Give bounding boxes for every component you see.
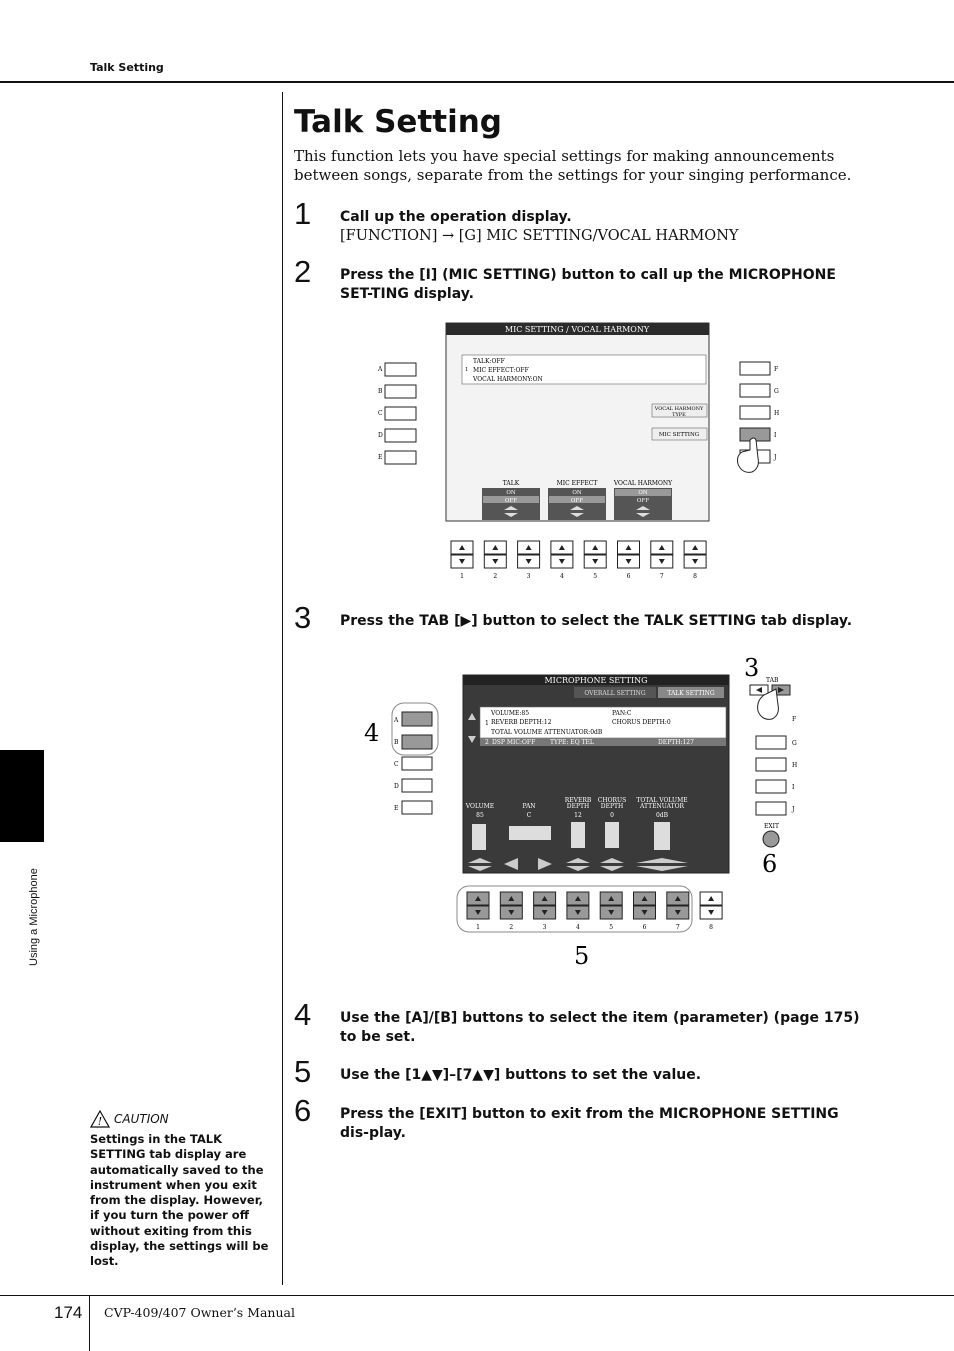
number-button-1[interactable]	[467, 892, 489, 931]
caution-text: Settings in the TALK SETTING tab display are automatically saved to the instrument when you exit from the display. However, if you turn the power off without exiting from this display, the settings will be lost.	[90, 1132, 269, 1269]
figure2-number-buttons[interactable]	[456, 884, 726, 968]
svg-text:D: D	[378, 432, 383, 439]
svg-text:A: A	[394, 717, 399, 724]
svg-text:I: I	[774, 432, 777, 439]
svg-text:!: !	[97, 1115, 103, 1128]
svg-text:MIC EFFECT: MIC EFFECT	[556, 480, 598, 487]
number-label-6: 6	[626, 573, 631, 580]
svg-text:PAN: PAN	[522, 803, 536, 810]
step-6-text: Press the [EXIT] button to exit from the MICROPHONE SETTING dis-play.	[340, 1106, 839, 1141]
screen1-mic-effect-column	[548, 480, 606, 520]
number-label-3: 3	[542, 924, 547, 931]
svg-text:C: C	[394, 761, 399, 768]
number-label-4: 4	[559, 573, 564, 580]
header-rule	[0, 81, 954, 83]
svg-text:J: J	[792, 806, 795, 813]
row2-dsp-mic: DSP MIC:OFF	[492, 739, 536, 746]
step-2-text: Press the [I] (MIC SETTING) button to call up the MICROPHONE SET-TING display.	[340, 267, 836, 302]
row1-pan: PAN:C	[612, 710, 632, 717]
step-4-text: Use the [A]/[B] buttons to select the item (parameter) (page 175) to be set.	[340, 1010, 860, 1045]
number-label-2: 2	[509, 924, 514, 931]
tab-talk-setting-label: TALK SETTING	[667, 690, 715, 697]
number-button-8[interactable]	[684, 541, 706, 580]
svg-text:ON: ON	[572, 490, 582, 496]
number-label-3: 3	[526, 573, 531, 580]
svg-text:DEPTH: DEPTH	[566, 803, 590, 810]
svg-text:B: B	[378, 388, 383, 395]
svg-text:E: E	[378, 454, 383, 461]
svg-text:12: 12	[574, 812, 582, 819]
figure2-right-panel[interactable]	[736, 650, 806, 882]
number-button-6[interactable]	[634, 892, 656, 931]
svg-text:D: D	[394, 783, 399, 790]
step-2-number: 2	[294, 254, 312, 289]
number-button-2[interactable]	[500, 892, 522, 931]
row1-reverb-depth: REVERB DEPTH:12	[491, 719, 552, 726]
warning-icon	[90, 1110, 110, 1128]
row2-type: TYPE: EQ TEL	[550, 739, 594, 746]
number-label-4: 4	[575, 924, 580, 931]
svg-text:F: F	[792, 716, 797, 723]
number-button-1[interactable]	[451, 541, 473, 580]
number-label-5: 5	[609, 924, 614, 931]
svg-text:VOLUME: VOLUME	[465, 803, 495, 810]
svg-text:ON: ON	[638, 490, 648, 496]
exit-label: EXIT	[764, 823, 780, 830]
number-label-8: 8	[709, 924, 714, 931]
screen1-vocal-harmony-column	[613, 480, 673, 520]
number-button-3[interactable]	[534, 892, 556, 931]
row1-index: 1	[485, 720, 489, 727]
svg-text:TALK: TALK	[502, 480, 520, 487]
step-3-number: 3	[294, 600, 312, 635]
row2-index: 2	[485, 739, 489, 746]
row1-chorus-depth: CHORUS DEPTH:0	[612, 719, 671, 726]
running-title: Talk Setting	[90, 61, 164, 74]
panel2-left-buttons[interactable]	[393, 712, 432, 814]
figure1-number-buttons[interactable]	[446, 538, 716, 580]
screen1-list-talk: TALK:OFF	[473, 358, 505, 365]
step-1-number: 1	[294, 196, 312, 231]
page-title: Talk Setting	[294, 104, 502, 140]
svg-text:CHORUS: CHORUS	[597, 797, 627, 804]
column-divider	[282, 92, 283, 1285]
screen1-vh-type-line1: VOCAL HARMONY	[654, 406, 704, 412]
number-label-1: 1	[476, 924, 480, 931]
number-button-5[interactable]	[584, 541, 606, 580]
svg-text:H: H	[792, 762, 798, 769]
number-label-6: 6	[642, 924, 647, 931]
number-button-4[interactable]	[567, 892, 589, 931]
step-3-text: Press the TAB [▶] button to select the TALK SETTING tab display.	[340, 613, 853, 629]
svg-text:DEPTH: DEPTH	[600, 803, 624, 810]
step-4-number: 4	[294, 997, 312, 1032]
number-label-2: 2	[493, 573, 498, 580]
screen1-mic-setting-label: MIC SETTING	[658, 432, 700, 438]
tab-overall-setting-label: OVERALL SETTING	[584, 690, 646, 697]
step-1-path: [FUNCTION] → [G] MIC SETTING/VOCAL HARMONY	[340, 228, 739, 244]
screen1-title: MIC SETTING / VOCAL HARMONY	[504, 325, 650, 334]
number-label-8: 8	[693, 573, 698, 580]
number-button-7[interactable]	[667, 892, 689, 931]
svg-text:85: 85	[476, 812, 484, 819]
number-button-5[interactable]	[600, 892, 622, 931]
chapter-tab	[0, 750, 44, 842]
step-1-text: Call up the operation display.	[340, 209, 572, 225]
screen1-list-vocal-harmony: VOCAL HARMONY:ON	[473, 376, 543, 383]
page-number: 174	[54, 1303, 83, 1322]
number-button-2[interactable]	[484, 541, 506, 580]
svg-text:E: E	[394, 805, 399, 812]
screen1-list-mic-effect: MIC EFFECT:OFF	[473, 367, 529, 374]
svg-text:I: I	[792, 784, 795, 791]
svg-text:OFF: OFF	[570, 498, 584, 504]
number-button-3[interactable]	[518, 541, 540, 580]
svg-text:ATTENUATOR: ATTENUATOR	[639, 803, 685, 810]
screen1-list-index: 1	[465, 367, 469, 373]
pointing-hand-icon	[738, 438, 759, 472]
screen1-vh-type-line2: TYPE	[672, 412, 686, 418]
svg-text:G: G	[792, 740, 797, 747]
step-5-text: Use the [1▲▼]–[7▲▼] buttons to set the value.	[340, 1067, 702, 1083]
number-button-4[interactable]	[551, 541, 573, 580]
tab-label: TAB	[766, 677, 779, 684]
caution-label: CAUTION	[114, 1112, 169, 1126]
callout-6: 6	[762, 850, 778, 878]
row1-volume: VOLUME:85	[491, 710, 530, 717]
callout-4: 4	[364, 719, 380, 747]
svg-text:VOCAL HARMONY: VOCAL HARMONY	[613, 480, 673, 487]
number-button-8[interactable]	[700, 892, 722, 931]
intro-paragraph: This function lets you have special settings for making announcements between songs, separate from the settings for your singing performance.	[294, 147, 852, 184]
manual-name: CVP-409/407 Owner’s Manual	[104, 1305, 295, 1320]
callout-3: 3	[744, 654, 760, 682]
row1-total-volume-attenuator: TOTAL VOLUME ATTENUATOR:0dB	[491, 729, 603, 736]
number-label-7: 7	[675, 924, 680, 931]
svg-text:0: 0	[610, 812, 614, 819]
number-label-1: 1	[460, 573, 464, 580]
exit-button[interactable]	[763, 831, 779, 847]
panel1-left-buttons[interactable]	[377, 363, 416, 464]
svg-text:TOTAL VOLUME: TOTAL VOLUME	[636, 797, 688, 804]
number-label-7: 7	[659, 573, 664, 580]
svg-text:ON: ON	[506, 490, 516, 496]
callout-5: 5	[574, 942, 590, 968]
chapter-tab-label: Using a Microphone	[28, 868, 40, 966]
step-6-number: 6	[294, 1093, 312, 1128]
number-button-7[interactable]	[651, 541, 673, 580]
svg-text:OFF: OFF	[504, 498, 518, 504]
svg-text:0dB: 0dB	[655, 812, 669, 819]
footer-divider	[89, 1295, 90, 1351]
svg-text:C: C	[526, 812, 532, 819]
number-button-6[interactable]	[618, 541, 640, 580]
caution-box	[90, 1110, 275, 1270]
step-5-number: 5	[294, 1054, 312, 1089]
screen2-title: MICROPHONE SETTING	[544, 676, 648, 685]
svg-text:A: A	[378, 366, 383, 373]
svg-text:G: G	[774, 388, 779, 395]
number-label-5: 5	[593, 573, 598, 580]
svg-text:REVERB: REVERB	[564, 797, 592, 804]
row2-depth: DEPTH:127	[658, 739, 694, 746]
svg-text:OFF: OFF	[636, 498, 650, 504]
footer-rule	[0, 1295, 954, 1296]
svg-text:F: F	[774, 366, 779, 373]
svg-text:J: J	[774, 454, 777, 461]
svg-text:H: H	[774, 410, 780, 417]
svg-text:B: B	[394, 739, 399, 746]
svg-text:C: C	[378, 410, 383, 417]
figure1-right-panel[interactable]	[730, 356, 790, 481]
